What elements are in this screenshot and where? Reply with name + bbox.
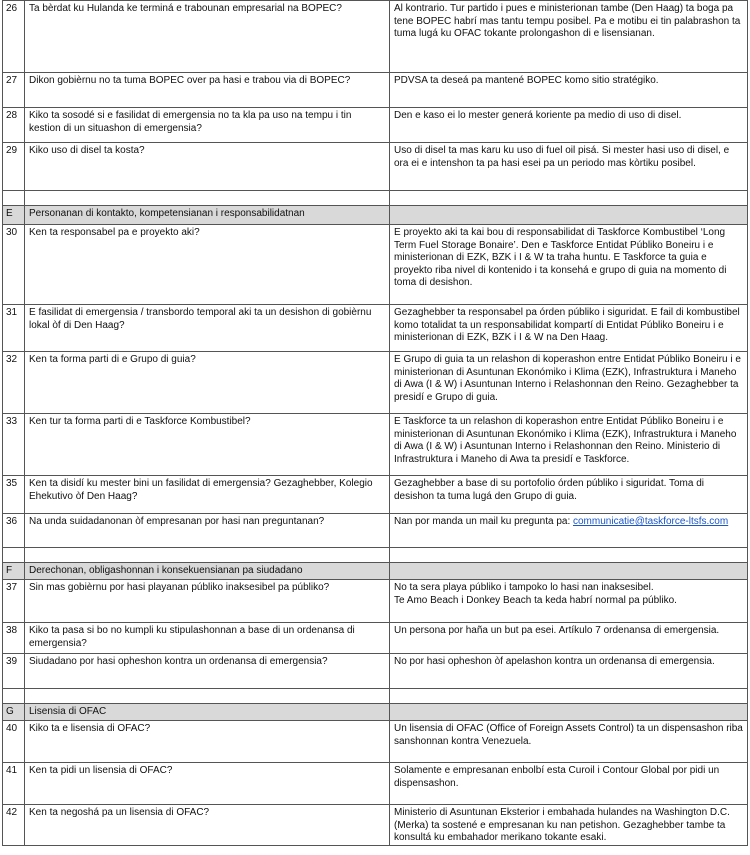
table-row [3,580,748,623]
question: Ken ta forma parti di e Grupo di guia? [25,352,390,414]
row-number: 39 [3,654,25,689]
table-row [3,763,748,805]
question: Kiko ta sosodé si e fasilidat di emergensia no ta kla pa uso na tempu i tin kestion di un situashon di emergensia? [25,108,390,143]
spacer-row [3,191,748,206]
answer-line: No ta sera playa públiko i tampoko lo hasi nan inaksesibel. [394,582,654,593]
answer: Un lisensia di OFAC (Office of Foreign Assets Control) ta un dispensashon riba sanshonnan kontra Venezuela. [390,721,748,763]
table-row [3,108,748,143]
question: Ken ta responsabel pa e proyekto aki? [25,225,390,305]
section-header-g [3,704,748,721]
answer-text: Nan por manda un mail ku pregunta pa: [394,516,573,527]
question: Sin mas gobièrnu por hasi playanan públiko inaksesibel pa públiko? [25,580,390,623]
question: Ken ta disidí ku mester bini un fasilidat di emergensia? Gezaghebber, Kolegio Ehekutivo òf Den Haag? [25,476,390,514]
table-row [3,721,748,763]
question: Kiko ta pasa si bo no kumpli ku stipulashonnan a base di un ordenansa di emergensia? [25,623,390,654]
table-row [3,1,748,73]
question: Kiko uso di disel ta kosta? [25,143,390,191]
row-number: 33 [3,414,25,476]
table-row [3,476,748,514]
section-title: Personanan di kontakto, kompetensianan i responsabilidatnan [25,206,390,225]
row-number: 28 [3,108,25,143]
row-number: 32 [3,352,25,414]
question: E fasilidat di emergensia / transbordo temporal aki ta un desishon di gobièrnu lokal òf di Den Haag? [25,305,390,352]
answer-line: Te Amo Beach i Donkey Beach ta keda habrí normal pa públiko. [394,594,677,606]
row-number: 29 [3,143,25,191]
row-number: 41 [3,763,25,805]
question: Siudadano por hasi opheshon kontra un ordenansa di emergensia? [25,654,390,689]
section-header-e [3,206,748,225]
table-row [3,414,748,476]
answer: Al kontrario. Tur partido i pues e ministerionan tambe (Den Haag) ta boga pa tene BOPEC habrí mas tantu tempu posibel. Pa e motibu ei tin palabrashon ta tuma lugá ku OFAC tokante prolongashon di e lisensianan. [390,1,748,73]
answer: E Taskforce ta un relashon di koperashon entre Entidat Públiko Boneiru i e ministerionan di Asuntunan Ekonómiko i Klima (EZK), Infrastruktura i Maneho di Awa (I & W) i Asuntunan Interno i Relashonnan den Reino. Ministerio di Infrastruktura i Maneho di Awa ta presidí e Taskforce. [390,414,748,476]
table-row [3,225,748,305]
section-title: Derechonan, obligashonnan i konsekuensianan pa siudadano [25,563,390,580]
table-row [3,623,748,654]
row-number: 31 [3,305,25,352]
answer: Gezaghebber a base di su portofolio órden públiko i siguridat. Toma di desishon ta tuma lugá den Grupo di guia. [390,476,748,514]
table-row [3,143,748,191]
answer: Un persona por haña un but pa esei. Artíkulo 7 ordenansa di emergensia. [390,623,748,654]
answer: Ministerio di Asuntunan Eksterior i embahada hulandes na Washington D.C. (Merka) ta sostené e empresanan ku nan petishon. Gezaghebber tambe ta konsultá ku embahador merikano tokante esaki. [390,805,748,846]
section-letter: F [3,563,25,580]
table-row [3,352,748,414]
row-number: 42 [3,805,25,846]
email-link[interactable]: communicatie@taskforce-ltsfs.com [573,516,729,527]
answer: Uso di disel ta mas karu ku uso di fuel oil pisá. Si mester hasi uso di disel, e ora ei e intenshon ta pa hasi esei pa un periodo mas kòrtiku posibel. [390,143,748,191]
row-number: 35 [3,476,25,514]
question: Kiko ta e lisensia di OFAC? [25,721,390,763]
answer [390,514,748,548]
row-number: 37 [3,580,25,623]
answer: No por hasi opheshon òf apelashon kontra un ordenansa di emergensia. [390,654,748,689]
spacer-row [3,548,748,563]
table-row [3,805,748,846]
section-letter: G [3,704,25,721]
answer: E proyekto aki ta kai bou di responsabilidat di Taskforce Kombustibel ‘Long Term Fuel Storage Bonaire’. Den e Taskforce Entidat Públiko Boneiru i e ministerionan di EZK, BZK i I & W ta traha huntu. E Taskforce ta guia e proyekto riba nivel di kontenido i ta konsehá e grupo di guia na momento di toma di desishon. [390,225,748,305]
answer: PDVSA ta deseá pa mantené BOPEC komo sitio stratégiko. [390,73,748,108]
question: Ken ta negoshá pa un lisensia di OFAC? [25,805,390,846]
question: Dikon gobièrnu no ta tuma BOPEC over pa hasi e trabou via di BOPEC? [25,73,390,108]
section-title: Lisensia di OFAC [25,704,390,721]
section-header-f [3,563,748,580]
row-number: 26 [3,1,25,73]
row-number: 36 [3,514,25,548]
answer: Den e kaso ei lo mester generá koriente pa medio di uso di disel. [390,108,748,143]
table-row [3,305,748,352]
row-number: 40 [3,721,25,763]
question: Ta bèrdat ku Hulanda ke terminá e trabounan empresarial na BOPEC? [25,1,390,73]
answer: E Grupo di guia ta un relashon di koperashon entre Entidat Públiko Boneiru i e ministerionan di Asuntunan Ekonómiko i Klima (EZK), Infrastruktura i Maneho di Awa (I & W) i Asuntunan Interno i Relashonnan den Reino. Gezaghebber ta presidí e Grupo di guia. [390,352,748,414]
faq-table [2,0,748,846]
table-row [3,73,748,108]
row-number: 30 [3,225,25,305]
question: Ken ta pidi un lisensia di OFAC? [25,763,390,805]
answer: Solamente e empresanan enbolbí esta Curoil i Contour Global por pidi un dispensashon. [390,763,748,805]
row-number: 38 [3,623,25,654]
spacer-row [3,689,748,704]
table-row [3,514,748,548]
row-number: 27 [3,73,25,108]
answer [390,580,748,623]
table-row [3,654,748,689]
question: Na unda suidadanonan òf empresanan por hasi nan preguntanan? [25,514,390,548]
section-letter: E [3,206,25,225]
question: Ken tur ta forma parti di e Taskforce Kombustibel? [25,414,390,476]
answer: Gezaghebber ta responsabel pa órden públiko i siguridat. E fail di kombustibel komo totalidat ta un responsabilidat kompartí di Entidat Públiko Boneiru i e ministerionan di EZK, BZK i I & W na Den Haag. [390,305,748,352]
